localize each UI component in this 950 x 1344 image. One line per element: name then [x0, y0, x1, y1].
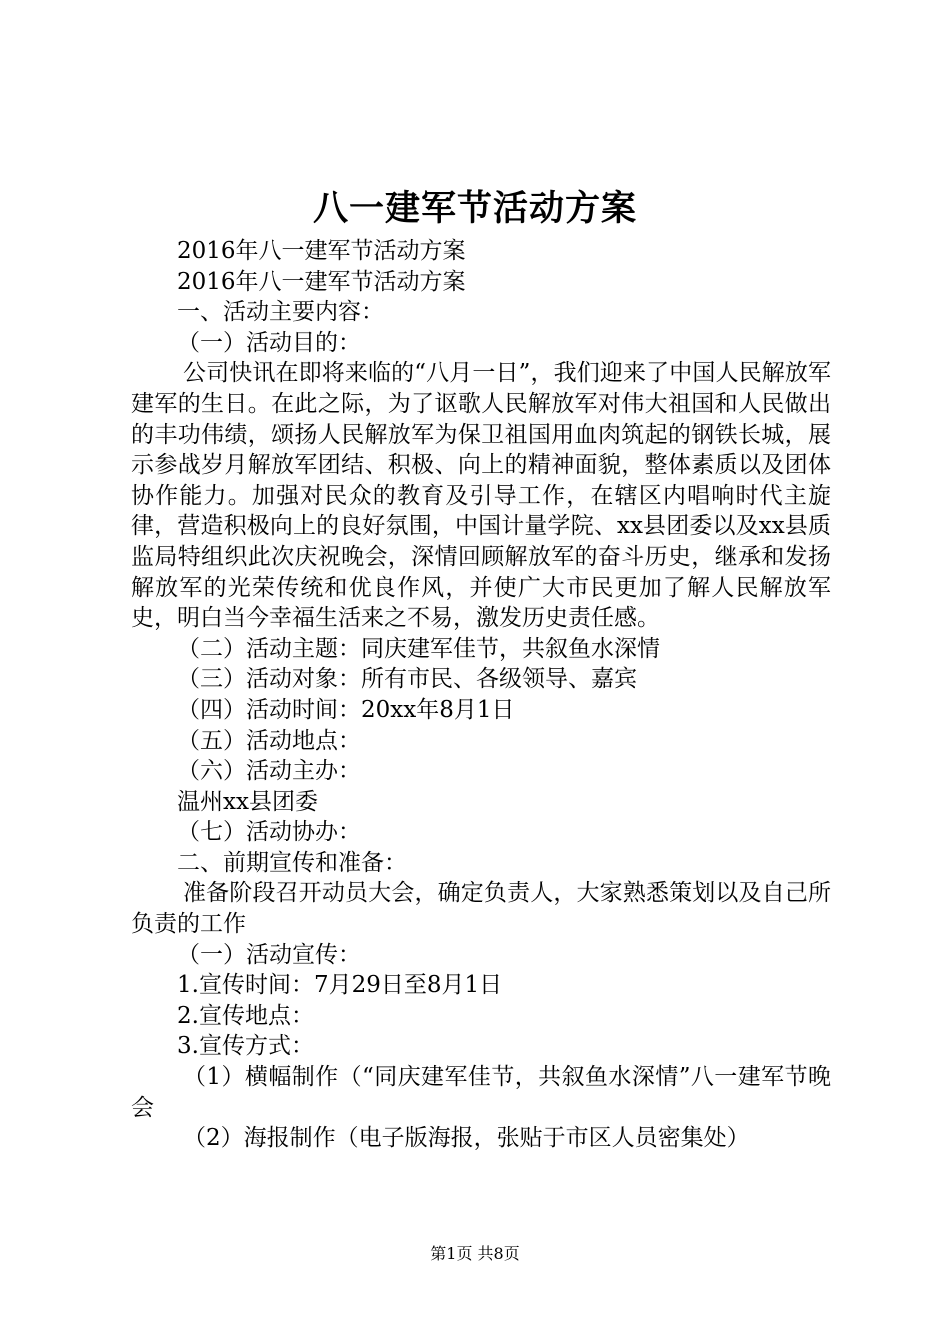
list-item-promotion-time: 1.宣传时间：7月29日至8月1日 — [177, 972, 503, 999]
document-title: 八一建军节活动方案 — [312, 188, 637, 229]
list-item-promotion-method: 3.宣传方式： — [177, 1033, 314, 1060]
subsection-co-host: （七）活动协办： — [177, 819, 361, 846]
paragraph-subtitle-2: 2016年八一建军节活动方案 — [177, 268, 466, 295]
subsection-audience: （三）活动对象：所有市民、各级领导、嘉宾 — [177, 666, 637, 693]
document-body — [131, 236, 831, 1154]
page-footer: 第1页 共8页 — [430, 1244, 520, 1263]
subsection-time: （四）活动时间：20xx年8月1日 — [177, 696, 515, 723]
subsection-host: （六）活动主办： — [177, 758, 361, 785]
paragraph-purpose-text: 公司快讯在即将来临的“八月一日”，我们迎来了中国人民解放军建军的生日。在此之际，为了讴歌人民解放军对伟大祖国和人民做出的丰功伟绩，颂扬人民解放军为保卫祖国用血肉筑起的钢铁长城，展示参战岁月解放军团结、积极、向上的精神面貌，整体素质以及团体协作能力。加强对民众的教育及引导工作，在辖区内唱响时代主旋律，营造积极向上的良好氛围，中国计量学院、xx县团委以及xx县质监局特组织此次庆祝晚会，深情回顾解放军的奋斗历史，继承和发扬解放军的光荣传统和优良作风，并使广大市民更加了解人民解放军史，明白当今幸福生活来之不易，激发历史责任感。 — [131, 360, 831, 632]
list-item-poster: （2）海报制作（电子版海报，张贴于市区人员密集处） — [183, 1125, 750, 1152]
list-item-promotion-location: 2.宣传地点： — [177, 1002, 314, 1029]
paragraph-host-name: 温州xx县团委 — [177, 788, 318, 815]
section-heading-1: 一、活动主要内容： — [177, 299, 384, 326]
subsection-promotion: （一）活动宣传： — [177, 941, 361, 968]
subsection-purpose: （一）活动目的： — [177, 329, 361, 356]
paragraph-preparation-text: 准备阶段召开动员大会，确定负责人，大家熟悉策划以及自己所负责的工作 — [131, 880, 831, 938]
paragraph-subtitle-1: 2016年八一建军节活动方案 — [177, 238, 466, 264]
list-item-banner: （1）横幅制作（“同庆建军佳节，共叙鱼水深情”八一建军节晚会 — [131, 1064, 831, 1121]
section-heading-2: 二、前期宣传和准备： — [177, 849, 407, 876]
subsection-location: （五）活动地点： — [177, 727, 361, 754]
subsection-theme: （二）活动主题：同庆建军佳节，共叙鱼水深情 — [177, 635, 660, 662]
